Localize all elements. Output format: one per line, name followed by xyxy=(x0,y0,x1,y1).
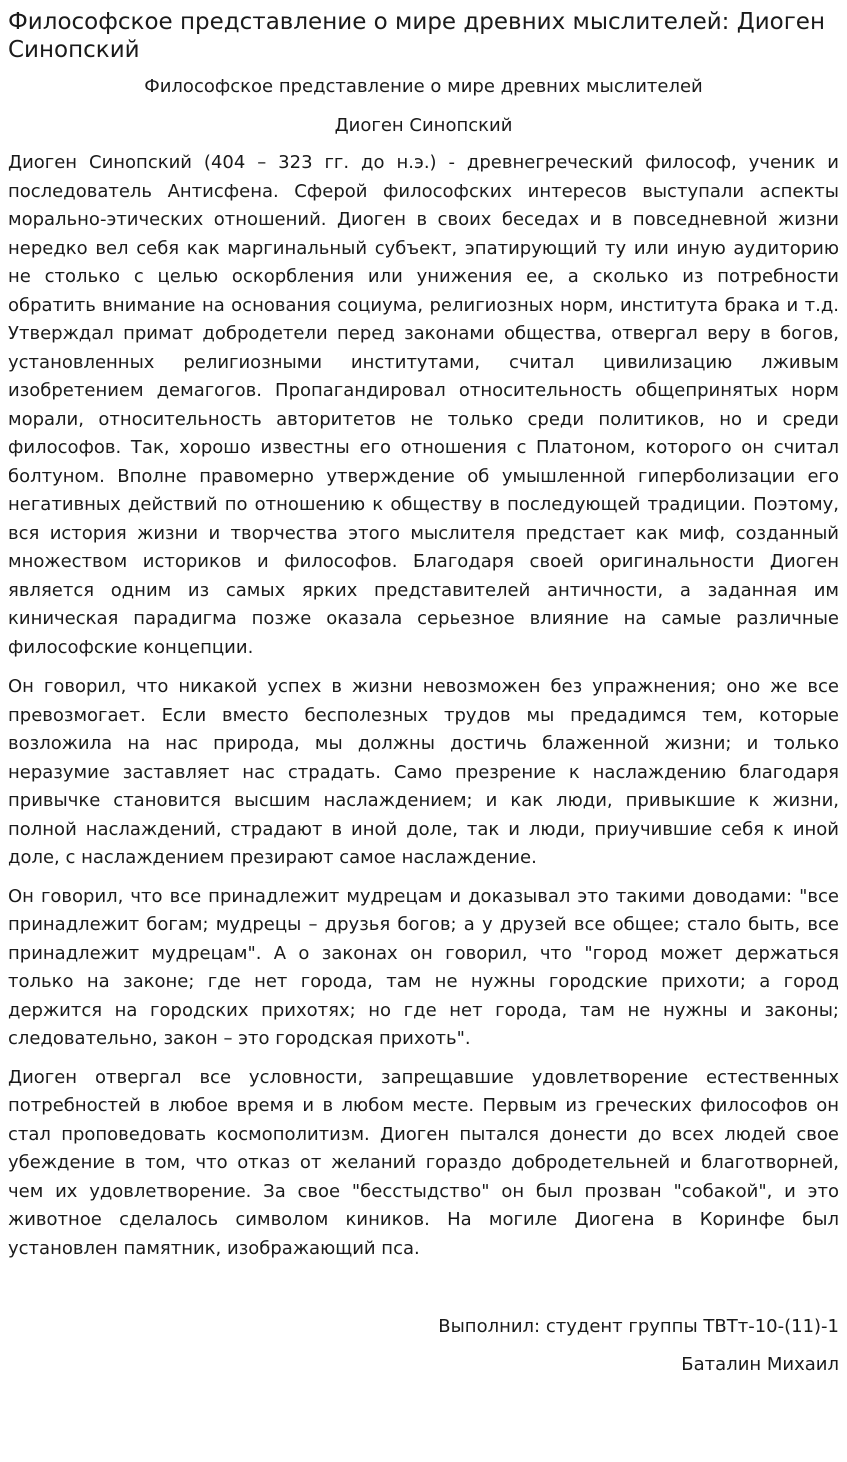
page-title: Философское представление о мире древних мыслителей: Диоген Синопский xyxy=(8,9,825,63)
paragraph-biography: Диоген Синопский (404 – 323 гг. до н.э.) - древнегреческий философ, ученик и последователь Антисфена. Сферой философских интересов выступали аспекты морально-этических отношений. Диоген в своих беседах и в повседневной жизни нередко вел себя как маргинальный субъект, эпатирующий ту или иную аудиторию не столько с целью оскорбления или унижения ее, а сколько из потребности обратить внимание на основания социума, религиозных норм, института брака и т.д. Утверждал примат добродетели перед законами общества, отвергал веру в богов, установленных религиозными институтами, считал цивилизацию лживым изобретением демагогов. Пропагандировал относительность общепринятых норм морали, относительность авторитетов не только среди политиков, но и среди философов. Так, хорошо известны его отношения с Платоном, которого он считал болтуном. Вполне правомерно утверждение об умышленной гиперболизации его негативных действий по отношению к обществу в последующей традиции. Поэтому, вся история жизни и творчества этого мыслителя предстает как миф, созданный множеством историков и философов. Благодаря своей оригинальности Диоген является одним из самых ярких представителей античности, а заданная им киническая парадигма позже оказала серьезное влияние на самые различные философские концепции. xyxy=(8,152,839,658)
signature-author-group: Выполнил: студент группы ТВТт-10-(11)-1 xyxy=(438,1316,839,1337)
paragraph-exercise: Он говорил, что никакой успех в жизни невозможен без упражнения; оно же все превозмогает. Если вместо бесполезных трудов мы предадимся тем, которые возложила на нас природа, мы должны достичь блаженной жизни; и только неразумие заставляет нас страдать. Само презрение к наслаждению благодаря привычке становится высшим наслаждением; и как люди, привыкшие к жизни, полной наслаждений, страдают в иной доле, так и люди, приучившие себя к иной доле, с наслаждением презирают самое наслаждение. xyxy=(8,676,839,868)
signature-author-name: Баталин Михаил xyxy=(681,1354,839,1375)
document-page xyxy=(0,8,847,1377)
document-author-heading: Диоген Синопский xyxy=(334,115,513,136)
paragraph-cosmopolitanism: Диоген отвергал все условности, запрещавшие удовлетворение естественных потребностей в любое время и в любом месте. Первым из греческих философов он стал проповедовать космополитизм. Диоген пытался донести до всех людей свое убеждение в том, что отказ от желаний гораздо добродетельней и благотворней, чем их удовлетворение. За свое "бесстыдство" он был прозван "собакой", и это животное сделалось символом киников. На могиле Диогена в Коринфе был установлен памятник, изображающий пса. xyxy=(8,1066,839,1259)
paragraph-wise-men: Он говорил, что все принадлежит мудрецам и доказывал это такими доводами: "все принадлежит богам; мудрецы – друзья богов; а у друзей все общее; стало быть, все принадлежит мудрецам". А о законах он говорил, что "город может держаться только на законе; где нет города, там не нужны городские прихоти; а город держится на городских прихотях; но где нет города, там не нужны и законы; следовательно, закон – это городская прихоть". xyxy=(8,885,839,1049)
document-subtitle: Философское представление о мире древних мыслителей xyxy=(144,76,703,97)
